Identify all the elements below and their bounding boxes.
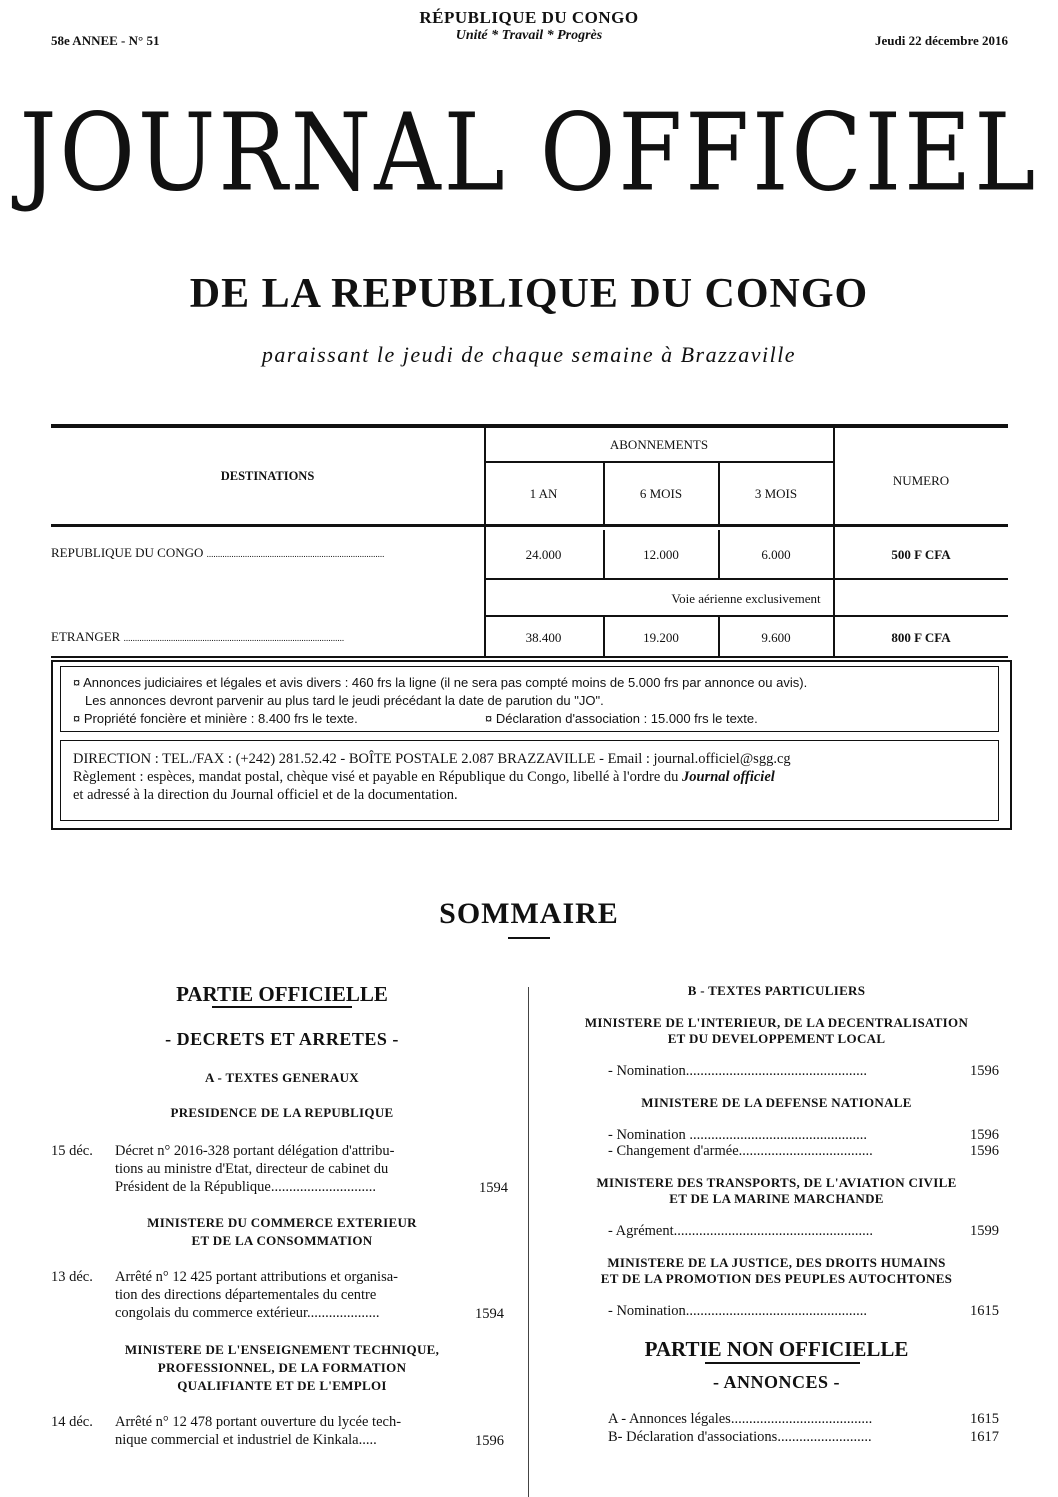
ministry-heading: PROFESSIONNEL, DE LA FORMATION (157, 1360, 407, 1375)
heading-underline (212, 1006, 352, 1008)
price-cell: 19.200 (643, 630, 679, 645)
page-number: 1594 (479, 1180, 508, 1196)
journal-subtitle: DE LA REPUBLIQUE DU CONGO (189, 271, 869, 317)
contact-line (73, 769, 775, 786)
contact-line: et adressé à la direction du Journal officiel et de la documentation. (73, 787, 458, 803)
destination-row-label: REPUBLIQUE DU CONGO ............................................................................... (51, 545, 385, 560)
period-1an: 1 AN (529, 486, 558, 501)
air-mail-note: Voie aérienne exclusivement (671, 591, 821, 606)
ministry-heading: ET DU DEVELOPPEMENT LOCAL (667, 1031, 886, 1046)
entry-text: Arrêté n° 12 478 portant ouverture du lycée tech- (115, 1414, 402, 1430)
sommaire-title: SOMMAIRE (439, 897, 619, 930)
journal-tagline: paraissant le jeudi de chaque semaine à Brazzaville (261, 342, 797, 367)
period-6mois: 6 MOIS (639, 486, 683, 501)
ministry-heading: MINISTERE DU COMMERCE EXTERIEUR (147, 1215, 417, 1230)
entry-text: tions au ministre d'Etat, directeur de cabinet du (115, 1161, 389, 1177)
payee-name: Journal officiel (682, 769, 775, 785)
ministry-heading: MINISTERE DES TRANSPORTS, DE L'AVIATION CIVILE (596, 1175, 957, 1190)
rate-line: ¤ Déclaration d'association : 15.000 frs le texte. (485, 711, 758, 726)
period-3mois: 3 MOIS (754, 486, 798, 501)
entry-text: - Agrément....................................................... (608, 1223, 874, 1239)
entry-text: - Changement d'armée..................................... (608, 1143, 873, 1159)
entry-text: Président de la République............................. (115, 1179, 376, 1195)
entry-text: - Nomination ................................................. (608, 1127, 867, 1143)
entry-text: - Nomination.................................................. (608, 1303, 867, 1319)
heading-underline (705, 1362, 860, 1364)
price-cell: 6.000 (761, 547, 791, 562)
entry-text: Arrêté n° 12 425 portant attributions et organisa- (115, 1269, 398, 1285)
ministry-heading: MINISTERE DE LA DEFENSE NATIONALE (641, 1095, 912, 1110)
price-cell: 12.000 (643, 547, 679, 562)
entry-text: tion des directions départementales du centre (115, 1287, 377, 1303)
table-hrule (51, 524, 1008, 527)
entry-text: B- Déclaration d'associations.......................... (608, 1429, 872, 1445)
ministry-heading: MINISTERE DE L'ENSEIGNEMENT TECHNIQUE, (124, 1342, 440, 1357)
rate-line: ¤ Propriété foncière et minière : 8.400 frs le texte. (73, 711, 358, 726)
payment-text: Règlement : espèces, mandat postal, chèque visé et payable en République du Congo, libellé à l'ordre du (73, 769, 683, 785)
ministry-heading: QUALIFIANTE ET DE L'EMPLOI (177, 1378, 387, 1393)
table-top-rule (51, 424, 1008, 428)
page-number: 1617 (970, 1429, 999, 1445)
entry-date: 14 déc. (51, 1414, 93, 1430)
destination-name: ETRANGER (51, 629, 121, 644)
ministry-heading: ET DE LA CONSOMMATION (191, 1233, 373, 1248)
rate-line: Les annonces devront parvenir au plus tard le jeudi précédant la date de parution du "JO". (85, 693, 604, 708)
destination-row-label: ETRANGER .................................................................................................. (51, 629, 345, 644)
entry-date: 13 déc. (51, 1269, 93, 1285)
page-number: 1615 (970, 1303, 999, 1319)
destination-name: REPUBLIQUE DU CONGO (51, 545, 204, 560)
entry-text: A - Annonces légales....................................... (608, 1411, 873, 1427)
ministry-heading: ET DE LA MARINE MARCHANDE (669, 1191, 884, 1206)
table-hrule (484, 578, 1008, 580)
journal-title: JOURNAL OFFICIEL (19, 90, 1039, 215)
decrets-heading: - DECRETS ET ARRETES - (165, 1029, 399, 1049)
issue-date: Jeudi 22 décembre 2016 (875, 33, 1008, 48)
table-hrule (484, 615, 1008, 617)
entry-text: - Nomination.................................................. (608, 1063, 867, 1079)
entry-date: 15 déc. (51, 1143, 93, 1159)
page-number: 1596 (475, 1433, 504, 1449)
textes-particuliers-heading: B - TEXTES PARTICULIERS (687, 983, 866, 998)
page-number: 1596 (970, 1127, 999, 1143)
sommaire-underline (508, 937, 550, 939)
entry-text: congolais du commerce extérieur.................... (115, 1305, 380, 1321)
ministry-heading: MINISTERE DE LA JUSTICE, DES DROITS HUMAINS (607, 1255, 946, 1270)
numero-price: 500 F CFA (891, 547, 951, 562)
contact-line: DIRECTION : TEL./FAX : (+242) 281.52.42 - BOÎTE POSTALE 2.087 BRAZZAVILLE - Email : journal.officiel@sgg.cg (73, 751, 791, 767)
page-number: 1596 (970, 1063, 999, 1079)
rate-line: ¤ Annonces judiciaires et légales et avis divers : 460 frs la ligne (il ne sera pas compté moins de 5.000 frs par annonce ou avis). (73, 675, 808, 690)
page-number: 1615 (970, 1411, 999, 1427)
price-cell: 9.600 (761, 630, 791, 645)
country-name: RÉPUBLIQUE DU CONGO (419, 8, 639, 27)
ministry-heading: ET DE LA PROMOTION DES PEUPLES AUTOCHTONES (600, 1271, 953, 1286)
destinations-header: DESTINATIONS (220, 469, 315, 483)
abonnements-header: ABONNEMENTS (609, 437, 709, 452)
page-number: 1596 (970, 1143, 999, 1159)
partie-officielle-heading: PARTIE OFFICIELLE (176, 982, 388, 1006)
numero-price: 800 F CFA (891, 630, 951, 645)
page-number: 1599 (970, 1223, 999, 1239)
numero-header: NUMERO (892, 473, 950, 488)
price-cell: 38.400 (525, 630, 562, 645)
page-number: 1594 (475, 1306, 504, 1322)
contact-box (60, 740, 999, 821)
ministry-heading: MINISTERE DE L'INTERIEUR, DE LA DECENTRALISATION (584, 1015, 969, 1030)
column-divider (528, 987, 529, 1497)
price-cell: 24.000 (525, 547, 562, 562)
textes-generaux-heading: A - TEXTES GENERAUX (205, 1070, 359, 1085)
ministry-heading: PRESIDENCE DE LA REPUBLIQUE (170, 1105, 394, 1120)
entry-text: nique commercial et industriel de Kinkala..... (115, 1432, 377, 1448)
issue-number: 58e ANNEE - N° 51 (51, 33, 160, 48)
national-motto: Unité * Travail * Progrès (455, 28, 603, 43)
announcement-rates-box (60, 666, 999, 732)
table-hrule (484, 461, 834, 463)
partie-non-officielle-heading: PARTIE NON OFFICIELLE (644, 1337, 909, 1361)
annonces-heading: - ANNONCES - (712, 1372, 840, 1392)
table-bottom-rule (51, 656, 1008, 658)
entry-text: Décret n° 2016-328 portant délégation d'attribu- (115, 1143, 395, 1159)
